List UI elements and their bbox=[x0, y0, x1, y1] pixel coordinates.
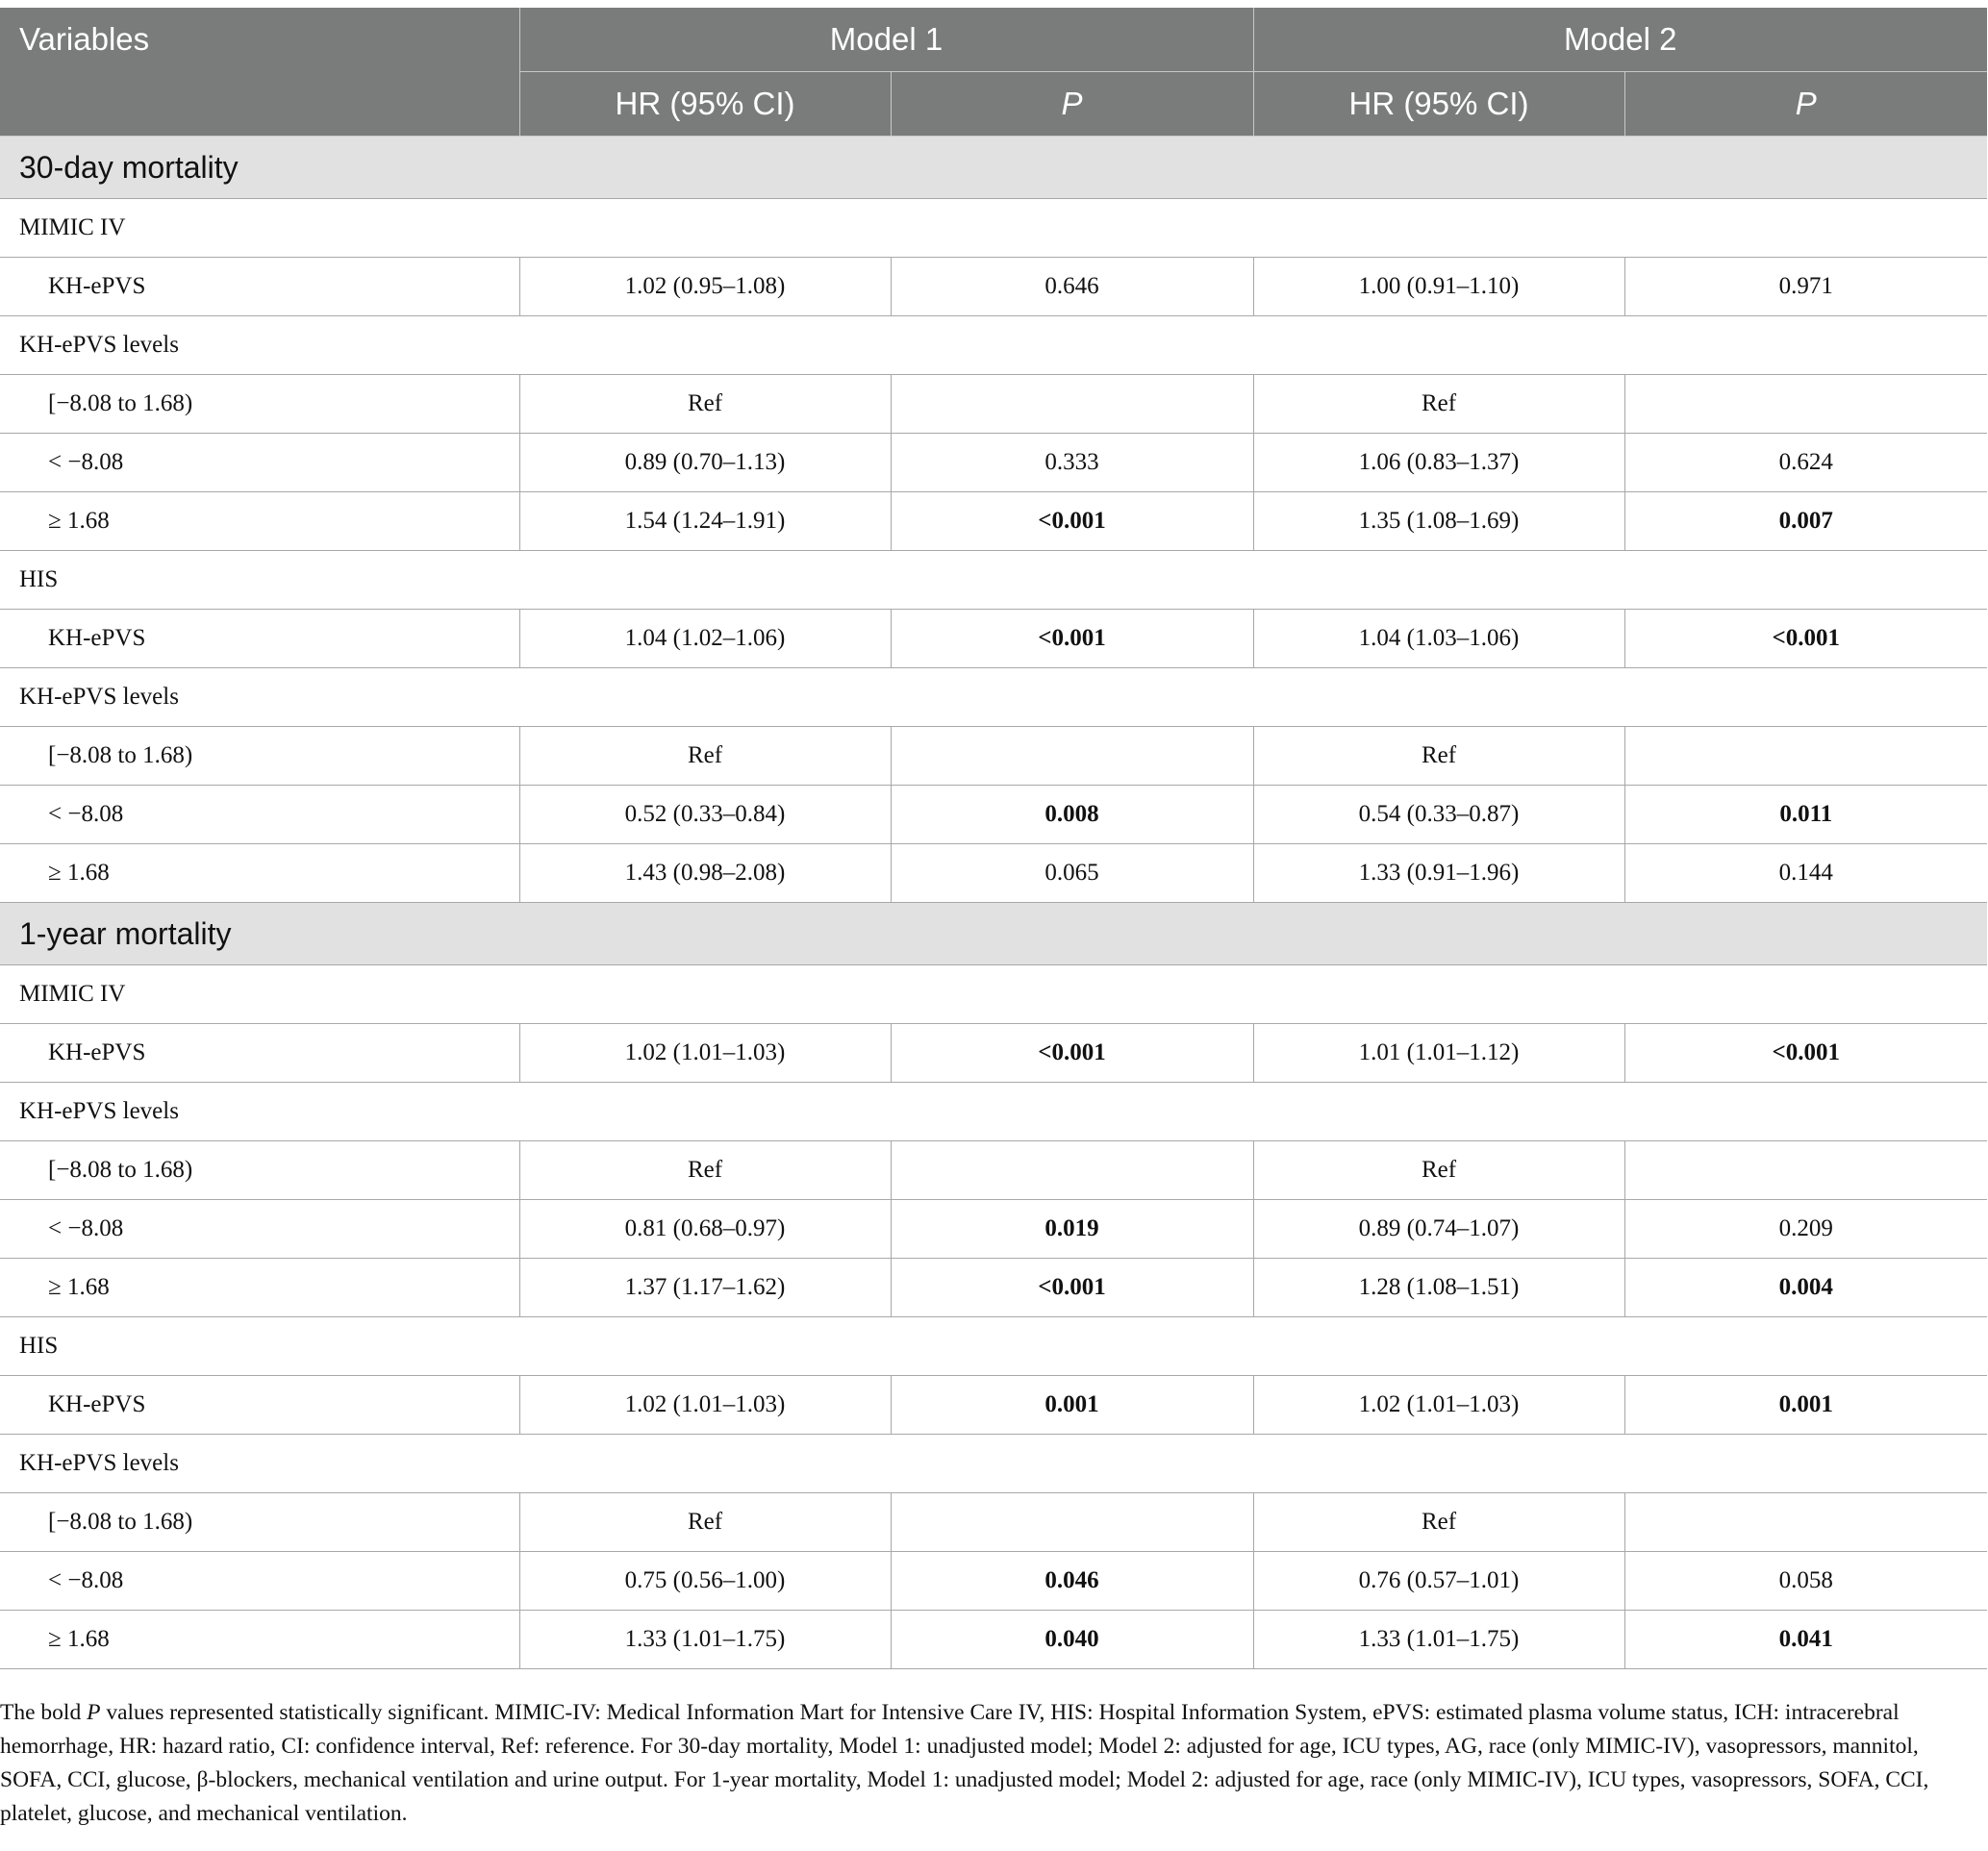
model1-hr-cell: Ref bbox=[519, 375, 891, 434]
group-row bbox=[0, 668, 1987, 727]
model2-p-cell bbox=[1624, 375, 1987, 434]
model2-p-cell: 0.058 bbox=[1624, 1552, 1987, 1611]
row-label: [−8.08 to 1.68) bbox=[0, 1141, 519, 1200]
model2-p-cell: 0.971 bbox=[1624, 258, 1987, 316]
group-row bbox=[0, 551, 1987, 610]
model2-hr-cell: 1.04 (1.03–1.06) bbox=[1253, 610, 1624, 668]
model1-p-cell bbox=[891, 1141, 1253, 1200]
row-label: < −8.08 bbox=[0, 786, 519, 844]
table-row bbox=[0, 1552, 1987, 1611]
model2-p-cell: 0.011 bbox=[1624, 786, 1987, 844]
row-label: KH-ePVS bbox=[0, 258, 519, 316]
table-row bbox=[0, 1024, 1987, 1083]
model2-p-cell: 0.004 bbox=[1624, 1259, 1987, 1317]
model1-p-cell: 0.065 bbox=[891, 844, 1253, 903]
table-row bbox=[0, 258, 1987, 316]
model1-p-cell: <0.001 bbox=[891, 492, 1253, 551]
row-label: ≥ 1.68 bbox=[0, 492, 519, 551]
row-label: [−8.08 to 1.68) bbox=[0, 1493, 519, 1552]
section-title: 30-day mortality bbox=[0, 137, 1987, 199]
table-row bbox=[0, 727, 1987, 786]
model2-hr-cell: Ref bbox=[1253, 727, 1624, 786]
model2-p-cell bbox=[1624, 727, 1987, 786]
model1-hr-cell: 1.43 (0.98–2.08) bbox=[519, 844, 891, 903]
group-row bbox=[0, 1317, 1987, 1376]
model2-p-cell: 0.007 bbox=[1624, 492, 1987, 551]
model2-hr-cell: Ref bbox=[1253, 1141, 1624, 1200]
model1-hr-cell: 1.54 (1.24–1.91) bbox=[519, 492, 891, 551]
model2-p-cell: 0.041 bbox=[1624, 1611, 1987, 1669]
model2-p-cell: 0.001 bbox=[1624, 1376, 1987, 1435]
model2-hr-cell: 1.33 (1.01–1.75) bbox=[1253, 1611, 1624, 1669]
table-row bbox=[0, 1259, 1987, 1317]
model1-p-cell: <0.001 bbox=[891, 1024, 1253, 1083]
header-model1-hr: HR (95% CI) bbox=[519, 72, 891, 137]
table-row bbox=[0, 434, 1987, 492]
table-row bbox=[0, 610, 1987, 668]
model1-hr-cell: 1.02 (1.01–1.03) bbox=[519, 1376, 891, 1435]
model1-p-cell: 0.040 bbox=[891, 1611, 1253, 1669]
group-label: KH-ePVS levels bbox=[0, 1435, 1987, 1493]
group-label: KH-ePVS levels bbox=[0, 1083, 1987, 1141]
group-row bbox=[0, 1435, 1987, 1493]
model1-hr-cell: 0.75 (0.56–1.00) bbox=[519, 1552, 891, 1611]
row-label: [−8.08 to 1.68) bbox=[0, 375, 519, 434]
model1-hr-cell: 0.52 (0.33–0.84) bbox=[519, 786, 891, 844]
table-row bbox=[0, 1611, 1987, 1669]
model2-hr-cell: 0.89 (0.74–1.07) bbox=[1253, 1200, 1624, 1259]
table-row bbox=[0, 844, 1987, 903]
group-row bbox=[0, 316, 1987, 375]
model1-hr-cell: Ref bbox=[519, 727, 891, 786]
group-row bbox=[0, 965, 1987, 1024]
footnote-text: values represented statistically significant. MIMIC-IV: Medical Information Mart for Intensive Care IV, HIS: Hospital Information System, ePVS: estimated plasma volume status, ICH: intracerebral hemorrhage, HR: hazard ratio, CI: confidence interval, Ref: reference. For 30-day mortality, Model 1: unadjusted model; Model 2: adjusted for age, ICU types, AG, race (only MIMIC-IV), vasopressors, mannitol, SOFA, CCI, glucose, β-blockers, mechanical ventilation and urine output. For 1-year mortality, Model 1: unadjusted model; Model 2: adjusted for age, race (only MIMIC-IV), ICU types, vasopressors, SOFA, CCI, platelet, glucose, and mechanical ventilation. bbox=[0, 1700, 1929, 1826]
model1-p-cell: 0.333 bbox=[891, 434, 1253, 492]
section-row bbox=[0, 137, 1987, 199]
model2-hr-cell: 1.28 (1.08–1.51) bbox=[1253, 1259, 1624, 1317]
model2-p-cell: <0.001 bbox=[1624, 610, 1987, 668]
model2-hr-cell: Ref bbox=[1253, 1493, 1624, 1552]
model1-hr-cell: 1.02 (1.01–1.03) bbox=[519, 1024, 891, 1083]
model2-hr-cell: Ref bbox=[1253, 375, 1624, 434]
model1-hr-cell: 1.37 (1.17–1.62) bbox=[519, 1259, 891, 1317]
header-variables: Variables bbox=[0, 8, 519, 137]
row-label: KH-ePVS bbox=[0, 1376, 519, 1435]
model2-p-cell: 0.144 bbox=[1624, 844, 1987, 903]
group-label: KH-ePVS levels bbox=[0, 668, 1987, 727]
group-row bbox=[0, 1083, 1987, 1141]
group-label: HIS bbox=[0, 1317, 1987, 1376]
row-label: ≥ 1.68 bbox=[0, 844, 519, 903]
results-table bbox=[0, 8, 1987, 1669]
row-label: ≥ 1.68 bbox=[0, 1611, 519, 1669]
footnote-p: P bbox=[87, 1700, 101, 1725]
table-header bbox=[0, 8, 1987, 137]
table-body bbox=[0, 137, 1987, 1669]
group-label: MIMIC IV bbox=[0, 965, 1987, 1024]
section-row bbox=[0, 903, 1987, 965]
model1-hr-cell: Ref bbox=[519, 1493, 891, 1552]
table-row bbox=[0, 786, 1987, 844]
table-row bbox=[0, 1376, 1987, 1435]
model2-hr-cell: 1.02 (1.01–1.03) bbox=[1253, 1376, 1624, 1435]
row-label: < −8.08 bbox=[0, 1552, 519, 1611]
model2-p-cell bbox=[1624, 1493, 1987, 1552]
group-label: MIMIC IV bbox=[0, 199, 1987, 258]
model2-p-cell: 0.209 bbox=[1624, 1200, 1987, 1259]
footnote-lead: The bold bbox=[0, 1700, 88, 1725]
table-container bbox=[0, 8, 1988, 1669]
row-label: KH-ePVS bbox=[0, 610, 519, 668]
header-model2-p: P bbox=[1624, 72, 1987, 137]
section-title: 1-year mortality bbox=[0, 903, 1987, 965]
table-row bbox=[0, 1200, 1987, 1259]
header-model1-p: P bbox=[891, 72, 1253, 137]
model1-p-cell: 0.046 bbox=[891, 1552, 1253, 1611]
model2-hr-cell: 0.76 (0.57–1.01) bbox=[1253, 1552, 1624, 1611]
model1-hr-cell: 1.04 (1.02–1.06) bbox=[519, 610, 891, 668]
model2-hr-cell: 1.33 (0.91–1.96) bbox=[1253, 844, 1624, 903]
row-label: KH-ePVS bbox=[0, 1024, 519, 1083]
row-label: ≥ 1.68 bbox=[0, 1259, 519, 1317]
table-row bbox=[0, 375, 1987, 434]
model2-p-cell: <0.001 bbox=[1624, 1024, 1987, 1083]
group-label: KH-ePVS levels bbox=[0, 316, 1987, 375]
table-row bbox=[0, 492, 1987, 551]
model1-hr-cell: Ref bbox=[519, 1141, 891, 1200]
model1-p-cell bbox=[891, 1493, 1253, 1552]
model1-p-cell: 0.019 bbox=[891, 1200, 1253, 1259]
model1-p-cell: <0.001 bbox=[891, 1259, 1253, 1317]
model2-p-cell bbox=[1624, 1141, 1987, 1200]
model2-hr-cell: 1.35 (1.08–1.69) bbox=[1253, 492, 1624, 551]
model1-hr-cell: 1.02 (0.95–1.08) bbox=[519, 258, 891, 316]
header-model2: Model 2 bbox=[1253, 8, 1987, 72]
group-label: HIS bbox=[0, 551, 1987, 610]
model1-hr-cell: 0.89 (0.70–1.13) bbox=[519, 434, 891, 492]
model2-p-cell: 0.624 bbox=[1624, 434, 1987, 492]
row-label: [−8.08 to 1.68) bbox=[0, 727, 519, 786]
header-model2-hr: HR (95% CI) bbox=[1253, 72, 1624, 137]
table-row bbox=[0, 1141, 1987, 1200]
model1-p-cell: 0.008 bbox=[891, 786, 1253, 844]
model2-hr-cell: 1.01 (1.01–1.12) bbox=[1253, 1024, 1624, 1083]
header-model1: Model 1 bbox=[519, 8, 1253, 72]
model1-p-cell bbox=[891, 727, 1253, 786]
model2-hr-cell: 1.00 (0.91–1.10) bbox=[1253, 258, 1624, 316]
model2-hr-cell: 1.06 (0.83–1.37) bbox=[1253, 434, 1624, 492]
model1-hr-cell: 1.33 (1.01–1.75) bbox=[519, 1611, 891, 1669]
model1-p-cell: <0.001 bbox=[891, 610, 1253, 668]
table-row bbox=[0, 1493, 1987, 1552]
row-label: < −8.08 bbox=[0, 434, 519, 492]
model1-p-cell bbox=[891, 375, 1253, 434]
group-row bbox=[0, 199, 1987, 258]
model2-hr-cell: 0.54 (0.33–0.87) bbox=[1253, 786, 1624, 844]
table-footnote bbox=[0, 1696, 1981, 1831]
model1-p-cell: 0.001 bbox=[891, 1376, 1253, 1435]
model1-hr-cell: 0.81 (0.68–0.97) bbox=[519, 1200, 891, 1259]
model1-p-cell: 0.646 bbox=[891, 258, 1253, 316]
row-label: < −8.08 bbox=[0, 1200, 519, 1259]
